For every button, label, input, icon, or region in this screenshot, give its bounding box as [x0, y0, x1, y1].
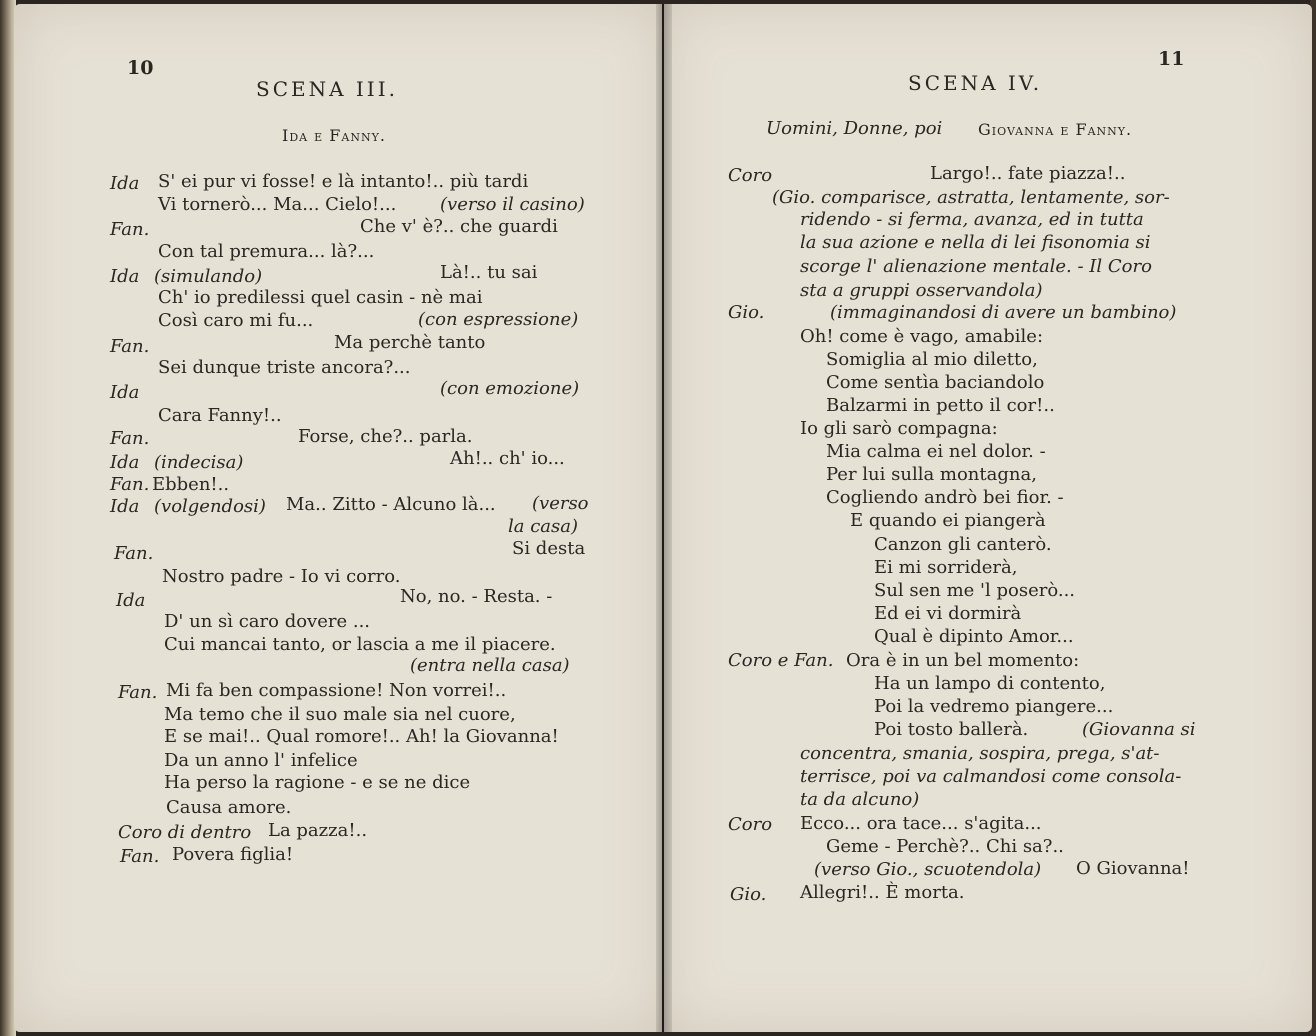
dialogue-line: O Giovanna! — [1076, 858, 1190, 879]
dialogue-line: Cara Fanny!.. — [158, 405, 282, 426]
dialogue-line: Ma.. Zitto - Alcuno là... — [286, 494, 496, 515]
dialogue-line: Da un anno l' infelice — [164, 750, 358, 771]
stage-direction: (entra nella casa) — [410, 655, 570, 676]
speaker: Coro e Fan. — [728, 650, 834, 671]
speaker: Ida — [110, 173, 140, 194]
speaker: Ida — [110, 496, 140, 517]
dialogue-line: E se mai!.. Qual romore!.. Ah! la Giovanna! — [164, 726, 559, 747]
dialogue-line: Ei mi sorriderà, — [874, 557, 1018, 578]
speaker: Ida — [110, 452, 140, 473]
speaker: Ida — [110, 266, 140, 287]
dialogue-line: Mi fa ben compassione! Non vorrei!.. — [166, 680, 507, 701]
dialogue-line: Balzarmi in petto il cor!.. — [826, 395, 1055, 416]
dialogue-line: Oh! come è vago, amabile: — [800, 326, 1044, 347]
dialogue-line: Sul sen me 'l poserò... — [874, 580, 1076, 601]
scene-title-right: SCENA IV. — [908, 71, 1043, 95]
dialogue-line: Per lui sulla montagna, — [826, 464, 1037, 485]
stage-direction: la casa) — [508, 516, 579, 537]
characters-prefix-right: Uomini, Donne, poi — [766, 118, 943, 139]
speaker: Coro di dentro — [118, 822, 252, 843]
dialogue-line: Somiglia al mio diletto, — [826, 349, 1038, 370]
dialogue-line: Mia calma ei nel dolor. - — [826, 441, 1046, 462]
speaker: Fan. — [110, 336, 150, 357]
stage-direction: (Giovanna si — [1082, 719, 1196, 740]
stage-direction: la sua azione e nella di lei fisonomia si — [800, 232, 1151, 253]
dialogue-line: Qual è dipinto Amor... — [874, 626, 1074, 647]
dialogue-line: Allegri!.. È morta. — [800, 882, 965, 903]
dialogue-line: Ha un lampo di contento, — [874, 673, 1106, 694]
speaker: Fan. — [120, 846, 160, 867]
dialogue-line: Poi tosto ballerà. — [874, 719, 1029, 740]
dialogue-line: Ebben!.. — [152, 474, 230, 495]
speaker: Fan. — [110, 219, 150, 240]
page-number-left: 10 — [127, 57, 154, 79]
book-gutter — [656, 4, 672, 1032]
stage-direction: (Gio. comparisce, astratta, lentamente, sor- — [772, 187, 1170, 208]
stage-direction: (verso Gio., scuotendola) — [814, 859, 1042, 880]
dialogue-line: Cui mancai tanto, or lascia a me il piacere. — [164, 634, 556, 655]
speaker: Gio. — [730, 884, 767, 905]
stage-direction: scorge l' alienazione mentale. - Il Coro — [800, 256, 1152, 277]
stage-direction: (simulando) — [154, 266, 263, 287]
speaker: Fan. — [118, 682, 158, 703]
stage-direction: ta da alcuno) — [800, 789, 920, 810]
dialogue-line: Vi tornerò... Ma... Cielo!... — [158, 194, 397, 215]
dialogue-line: No, no. - Resta. - — [400, 586, 553, 607]
dialogue-line: Che v' è?.. che guardi — [360, 216, 558, 237]
speaker: Coro — [728, 165, 773, 186]
dialogue-line: Poi la vedremo piangere... — [874, 696, 1114, 717]
dialogue-line: Nostro padre - Io vi corro. — [162, 566, 401, 587]
dialogue-line: Là!.. tu sai — [440, 262, 538, 283]
stage-direction: sta a gruppi osservandola) — [800, 280, 1043, 301]
stage-direction: (verso il casino) — [440, 194, 585, 215]
dialogue-line: D' un sì caro dovere ... — [164, 611, 371, 632]
stage-direction: (con espressione) — [418, 309, 579, 330]
dialogue-line: Causa amore. — [166, 797, 292, 818]
dialogue-line: Ecco... ora tace... s'agita... — [800, 813, 1042, 834]
dialogue-line: Ma perchè tanto — [334, 332, 486, 353]
dialogue-line: Largo!.. fate piazza!.. — [930, 163, 1126, 184]
stage-direction: (volgendosi) — [154, 496, 266, 517]
dialogue-line: Così caro mi fu... — [158, 310, 314, 331]
dialogue-line: Ha perso la ragione - e se ne dice — [164, 772, 471, 793]
speaker: Fan. — [110, 474, 150, 495]
characters-right: Giovanna e Fanny. — [978, 120, 1133, 139]
dialogue-line: Sei dunque triste ancora?... — [158, 357, 411, 378]
stage-direction: terrisce, poi va calmandosi come consola- — [800, 766, 1182, 787]
dialogue-line: Ch' io predilessi quel casin - nè mai — [158, 287, 483, 308]
speaker: Ida — [110, 382, 140, 403]
characters-left: Ida e Fanny. — [282, 126, 386, 145]
dialogue-line: Ma temo che il suo male sia nel cuore, — [164, 704, 516, 725]
speaker: Gio. — [728, 302, 765, 323]
page-number-right: 11 — [1158, 48, 1185, 70]
dialogue-line: Canzon gli canterò. — [874, 534, 1052, 555]
stage-direction: (con emozione) — [440, 378, 580, 399]
dialogue-line: Forse, che?.. parla. — [298, 426, 473, 447]
dialogue-line: Come sentìa baciandolo — [826, 372, 1045, 393]
dialogue-line: Geme - Perchè?.. Chi sa?.. — [826, 836, 1064, 857]
speaker: Coro — [728, 814, 773, 835]
dialogue-line: Cogliendo andrò bei fior. - — [826, 487, 1064, 508]
scene-title-left: SCENA III. — [256, 77, 398, 101]
stage-direction: concentra, smania, sospira, prega, s'at- — [800, 743, 1160, 764]
speaker: Fan. — [114, 543, 154, 564]
dialogue-line: Ed ei vi dormirà — [874, 603, 1022, 624]
dialogue-line: Ora è in un bel momento: — [846, 650, 1080, 671]
stage-direction: (indecisa) — [154, 452, 244, 473]
dialogue-line: Ah!.. ch' io... — [450, 448, 565, 469]
dialogue-line: La pazza!.. — [268, 820, 368, 841]
stage-direction: (immaginandosi di avere un bambino) — [830, 302, 1177, 323]
dialogue-line: S' ei pur vi fosse! e là intanto!.. più tardi — [158, 171, 529, 192]
dialogue-line: Povera figlia! — [172, 844, 294, 865]
stage-direction: (verso — [532, 493, 589, 514]
dialogue-line: Con tal premura... là?... — [158, 241, 375, 262]
speaker: Ida — [116, 590, 146, 611]
dialogue-line: Si desta — [512, 538, 586, 559]
speaker: Fan. — [110, 428, 150, 449]
dialogue-line: E quando ei piangerà — [850, 510, 1046, 531]
stage-direction: ridendo - si ferma, avanza, ed in tutta — [800, 209, 1144, 230]
dialogue-line: Io gli sarò compagna: — [800, 418, 998, 439]
